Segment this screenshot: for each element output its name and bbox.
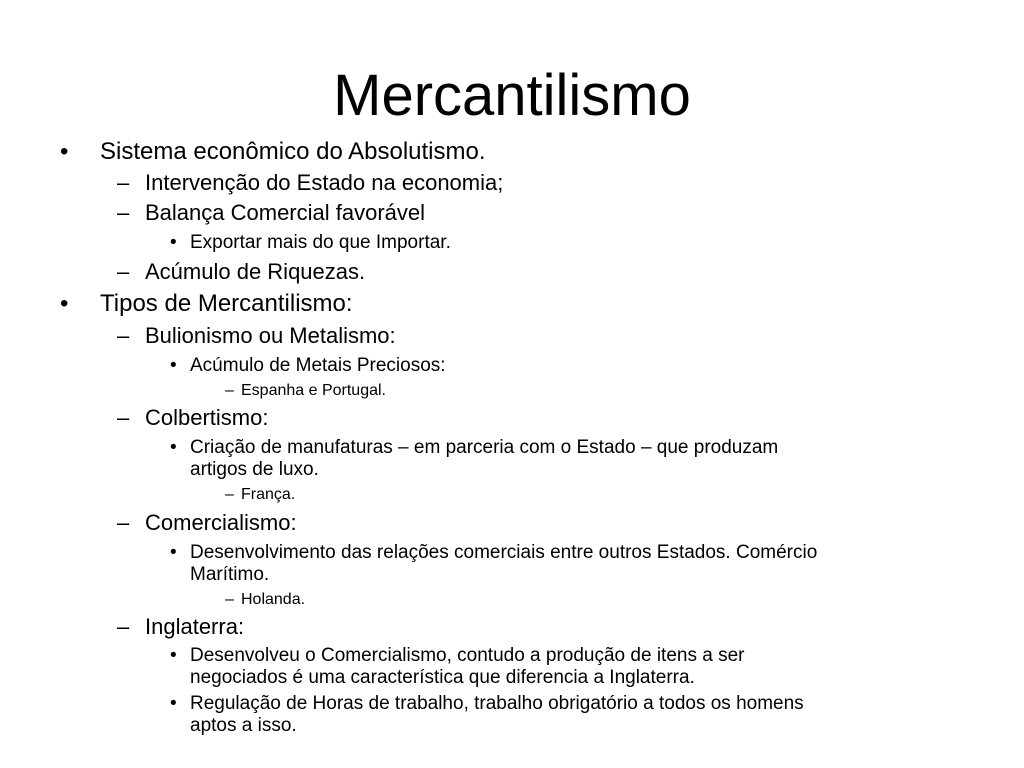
bullet-text: Espanha e Portugal. (241, 382, 386, 399)
dash-marker: – (117, 510, 130, 535)
bullet-text: Comercialismo: (145, 510, 297, 535)
dash-marker: – (117, 614, 130, 639)
dash-marker: – (117, 323, 130, 348)
bullet-text: Holanda. (241, 591, 306, 608)
bullet-text: Balança Comercial favorável (145, 200, 426, 225)
bullet-text: Exportar mais do que Importar. (190, 232, 451, 253)
bullet-text: Colbertismo: (145, 405, 269, 430)
bullet-marker: • (170, 645, 177, 666)
dash-marker: – (225, 382, 234, 399)
bullet-text: Desenvolveu o Comercialismo, contudo a produção de itens a ser (190, 645, 745, 666)
dash-marker: – (117, 200, 130, 225)
bullet-marker: • (60, 290, 69, 317)
bullet-text: França. (241, 486, 296, 503)
bullet-text: Criação de manufaturas – em parceria com o Estado – que produzam (190, 437, 779, 458)
bullet-marker: • (170, 693, 177, 714)
bullet-text-continued: negociados é uma característica que diferencia a Inglaterra. (190, 667, 695, 688)
bullet-text: Acúmulo de Riquezas. (145, 259, 366, 284)
slide-title: Mercantilismo (333, 63, 691, 128)
bullet-text: Inglaterra: (145, 614, 245, 639)
dash-marker: – (225, 591, 234, 608)
dash-marker: – (225, 486, 234, 503)
dash-marker: – (117, 170, 130, 195)
bullet-marker: • (170, 542, 177, 563)
bullet-text: Desenvolvimento das relações comerciais entre outros Estados. Comércio (190, 542, 818, 563)
bullet-text: Bulionismo ou Metalismo: (145, 323, 396, 348)
bullet-text: Intervenção do Estado na economia; (145, 170, 504, 195)
bullet-marker: • (60, 138, 69, 165)
bullet-text: Sistema econômico do Absolutismo. (100, 138, 486, 165)
bullet-text: Acúmulo de Metais Preciosos: (190, 355, 446, 376)
bullet-text: Tipos de Mercantilismo: (100, 290, 353, 317)
bullet-text: Regulação de Horas de trabalho, trabalho obrigatório a todos os homens (190, 693, 804, 714)
bullet-marker: • (170, 437, 177, 458)
bullet-marker: • (170, 232, 177, 253)
bullet-text-continued: Marítimo. (190, 564, 270, 585)
bullet-text-continued: aptos a isso. (190, 715, 297, 736)
bullet-text-continued: artigos de luxo. (190, 459, 319, 480)
dash-marker: – (117, 259, 130, 284)
dash-marker: – (117, 405, 130, 430)
bullet-marker: • (170, 355, 177, 376)
